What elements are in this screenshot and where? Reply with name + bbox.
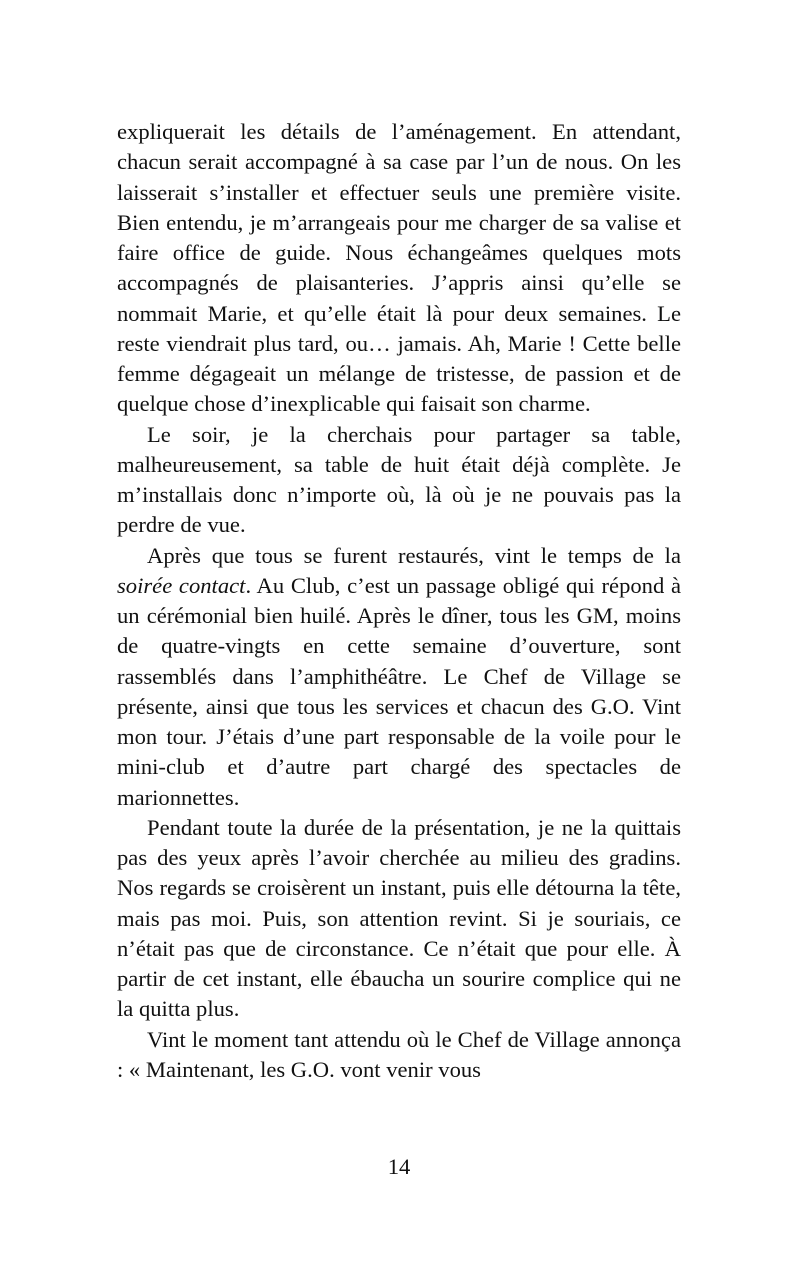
paragraph-5 — [117, 1025, 681, 1086]
paragraph-4 — [117, 813, 681, 1025]
paragraph-3 — [117, 541, 681, 813]
paragraph-2-text: Le soir, je la cherchais pour partager sa table, malheureusement, sa table de huit était déjà complète. Je m’installais donc n’importe où, là où je ne pouvais pas la perdre de vue. — [117, 421, 681, 538]
paragraph-1-text: expliquerait les détails de l’aménagement. En attendant, chacun serait accompagné à sa case par l’un de nous. On les laisserait s’installer et effectuer seuls une première visite. Bien entendu, je m’arrangeais pour me charger de sa valise et faire office de guide. Nous échangeâmes quelques mots accompagnés de plaisanteries. J’appris ainsi qu’elle se nommait Marie, et qu’elle était là pour deux semaines. Le reste viendrait plus tard, ou… jamais. Ah, Marie ! Cette belle femme dégageait un mélange de tristesse, de passion et de quelque chose d’inexplicable qui faisait son charme. — [117, 119, 681, 417]
paragraph-3-text-end: . Au Club, c’est un passage obligé qui répond à un cérémonial bien huilé. Après le dîner, tous les GM, moins de quatre-vingts en cette semaine d’ouverture, sont rassemblés dans l’amphithéâtre. Le Chef de Village se présente, ainsi que tous les services et chacun des G.O. Vint mon tour. J’étais d’une part responsable de la voile pour le mini-club et d’autre part chargé des spectacles de marionnettes. — [117, 572, 682, 810]
paragraph-3-italic-term: soirée contact — [117, 572, 246, 598]
paragraph-4-text: Pendant toute la durée de la présentation, je ne la quittais pas des yeux après l’avoir cherchée au milieu des gradins. Nos regards se croisèrent un instant, puis elle détourna la tête, mais pas moi. Puis, son attention revint. Si je souriais, ce n’était pas que de circonstance. Ce n’était que pour elle. À partir de cet instant, elle ébaucha un sourire complice qui ne la quitta plus. — [117, 814, 681, 1022]
paragraph-1 — [117, 117, 681, 420]
page-number: 14 — [387, 1154, 411, 1179]
paragraph-5-text: Vint le moment tant attendu où le Chef de Village annonça : « Maintenant, les G.O. vont venir vous — [117, 1026, 681, 1082]
page-body — [117, 117, 681, 1085]
paragraph-2 — [117, 420, 681, 541]
paragraph-3-text-start: Après que tous se furent restaurés, vint le temps de la — [147, 542, 681, 568]
